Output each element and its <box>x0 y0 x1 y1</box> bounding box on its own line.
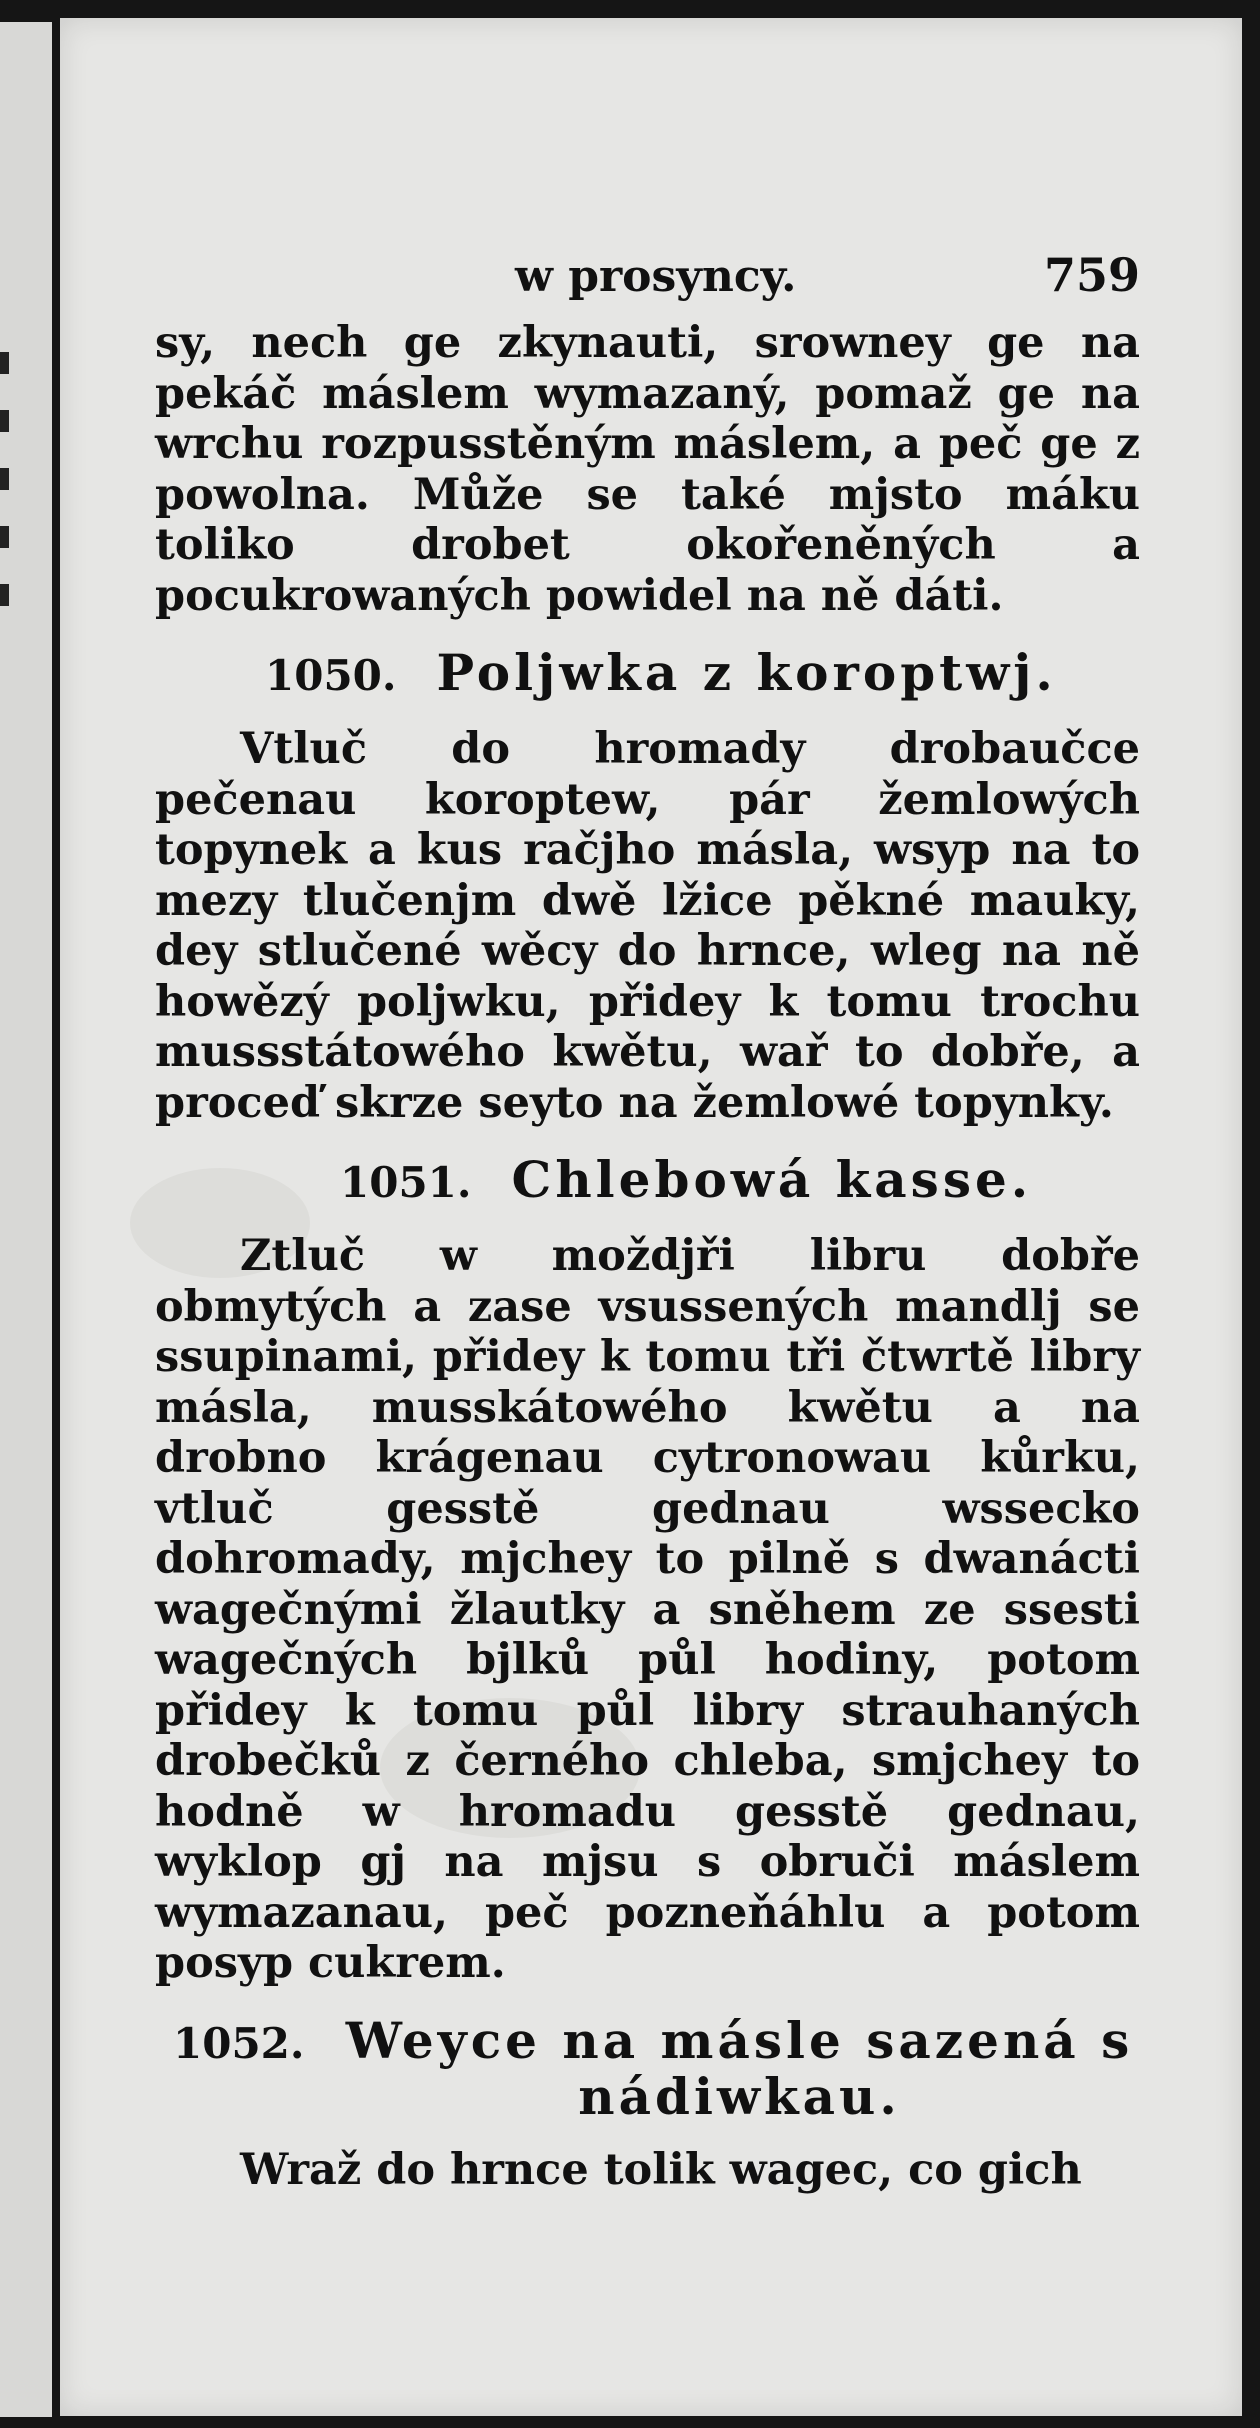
recipe-heading-1051 <box>155 1152 1140 1211</box>
previous-page-edge <box>0 22 52 2417</box>
recipe-title: Poljwka z koroptwj. <box>436 643 1057 702</box>
previous-page-text-fragments <box>0 352 12 642</box>
recipe-number: 1051. <box>340 1158 472 1207</box>
recipe-title: Weyce na másle sazená s nádiwkau. <box>345 2010 1134 2126</box>
recipe-text-1051: Ztluč w moždjři libru dobře obmytých a zase vsussených mandlj se ssupinami, přidey k tomu tři čtwrtě libry másla, musskátowého kwětu a na drobno krágenau cytronowau kůrku, vtluč gesstě gednau wssecko dohromady, mjchey to pilně s dwanácti wagečnými žlautky a sněhem ze ssesti wagečných bjlků půl hodiny, potom přidey k tomu půl libry strauhaných drobečků z černého chleba, smjchey to hodně w hromadu gesstě gednau, wyklop gj na mjsu s obruči máslem wymazanau, peč pozneňáhlu a potom posyp cukrem. <box>155 1231 1140 1988</box>
recipe-number: 1052. <box>173 2018 305 2068</box>
page-text-block <box>155 248 1140 2195</box>
recipe-heading-1050 <box>155 645 1140 704</box>
recipe-text-1052: Wraž do hrnce tolik wagec, co gich <box>240 2144 1082 2195</box>
book-page <box>60 18 1242 2416</box>
running-head <box>155 248 1140 318</box>
recipe-number: 1050. <box>265 651 397 700</box>
running-head-title: w prosyncy. <box>515 251 797 302</box>
recipe-title: Chlebowá kasse. <box>511 1150 1033 1209</box>
recipe-heading-1052 <box>155 2010 1140 2126</box>
continuation-paragraph: sy, nech ge zkynauti, srowney ge na pekáč máslem wymazaný, pomaž ge na wrchu rozpusstěným máslem, a peč ge z powolna. Může se také mjsto máku toliko drobet okořeněných a pocukrowaných powidel na ně dáti. <box>155 318 1140 621</box>
recipe-text-1050: Vtluč do hromady drobaučce pečenau koroptew, pár žemlowých topynek a kus račjho másla, wsyp na to mezy tlučenjm dwě lžice pěkné mauky, dey stlučené wěcy do hrnce, wleg na ně howězý poljwku, přidey k tomu trochu mussstátowého kwětu, wař to dobře, a proceď skrze seyto na žemlowé topynky. <box>155 724 1140 1128</box>
page-number: 759 <box>1043 248 1140 302</box>
